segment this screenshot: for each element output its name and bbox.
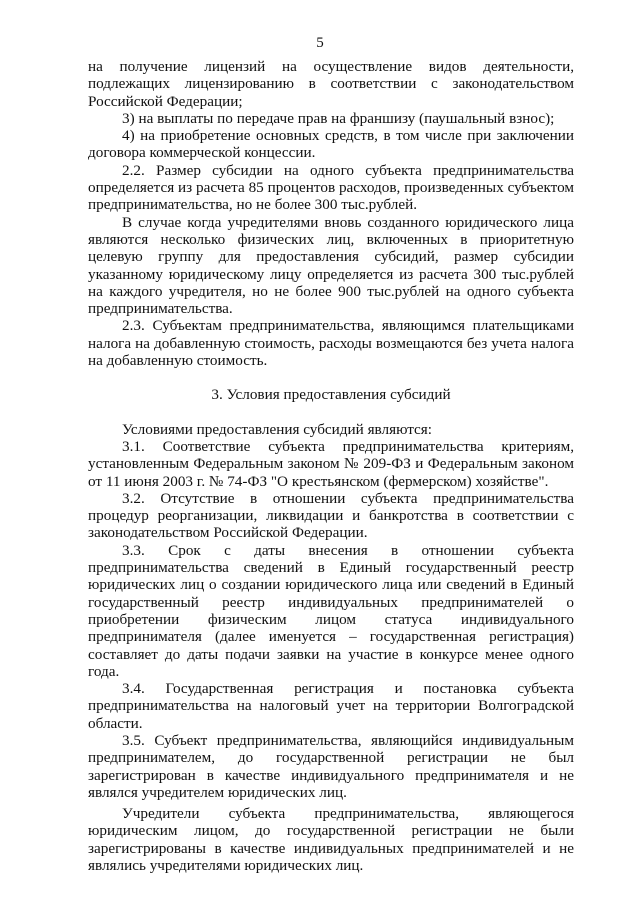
paragraph: 3) на выплаты по передаче прав на франшизу (паушальный взнос); [122, 109, 555, 127]
paragraph: 3.5. Субъект предпринимательства, являющийся индивидуальным предпринимателем, до государственной регистрации не был зарегистрирован в качестве индивидуального предпринимателя и не являлся учредителем юридических лиц. [88, 731, 574, 801]
spacer [88, 404, 574, 421]
paragraph: 3.4. Государственная регистрация и постановка субъекта предпринимательства на налоговый учет на территории Волгоградской области. [88, 680, 574, 732]
paragraph: В случае когда учредителями вновь созданного юридического лица являются несколько физических лиц, включенных в приоритетную целевую группу для предоставления субсидий, размер субсидии указанному юридическому лицу определяется из расчета 300 тыс.рублей на каждого учредителя, но не более 900 тыс.рублей на одного субъекта предпринимательства. [88, 213, 574, 318]
section-heading: 3. Условия предоставления субсидий [211, 386, 451, 404]
paragraph: 3.1. Соответствие субъекта предпринимательства критериям, установленным Федеральным законом № 209-ФЗ и Федеральным законом от 11 июня 2003 г. № 74-ФЗ "О крестьянском (фермерском) хозяйстве". [88, 437, 574, 490]
paragraph: 2.2. Размер субсидии на одного субъекта предпринимательства определяется из расчета 85 процентов расходов, произведенных субъектом предпринимательства, но не более 300 тыс.рублей. [88, 161, 574, 214]
paragraph: на получение лицензий на осуществление видов деятельности, подлежащих лицензированию в соответствии с законодательством Российской Федерации; [88, 58, 574, 110]
spacer [88, 369, 574, 386]
page-number: 5 [316, 35, 324, 51]
paragraph: Условиями предоставления субсидий являются: [122, 420, 432, 438]
paragraph: 4) на приобретение основных средств, в том числе при заключении договора коммерческой концессии. [88, 127, 574, 162]
paragraph: 3.3. Срок с даты внесения в отношении субъекта предпринимательства сведений в Единый государственный реестр юридических лиц о создании юридического лица или сведений в Единый государственный реестр индивидуальных предпринимателей о приобретении физическим лицом статуса индивидуального предпринимателя (далее именуется – государственная регистрация) составляет до даты подачи заявки на участие в конкурсе менее одного года. [88, 541, 574, 680]
paragraph: 2.3. Субъектам предпринимательства, являющимся плательщиками налога на добавленную стоимость, расходы возмещаются без учета налога на добавленную стоимость. [88, 317, 574, 370]
document-body [88, 58, 574, 874]
paragraph: 3.2. Отсутствие в отношении субъекта предпринимательства процедур реорганизации, ликвидации и банкротства в соответствии с законодательством Российской Федерации. [88, 489, 574, 542]
paragraph: Учредители субъекта предпринимательства, являющегося юридическим лицом, до государственной регистрации не были зарегистрированы в качестве индивидуальных предпринимателей и не являлись учредителями юридических лиц. [88, 805, 574, 875]
